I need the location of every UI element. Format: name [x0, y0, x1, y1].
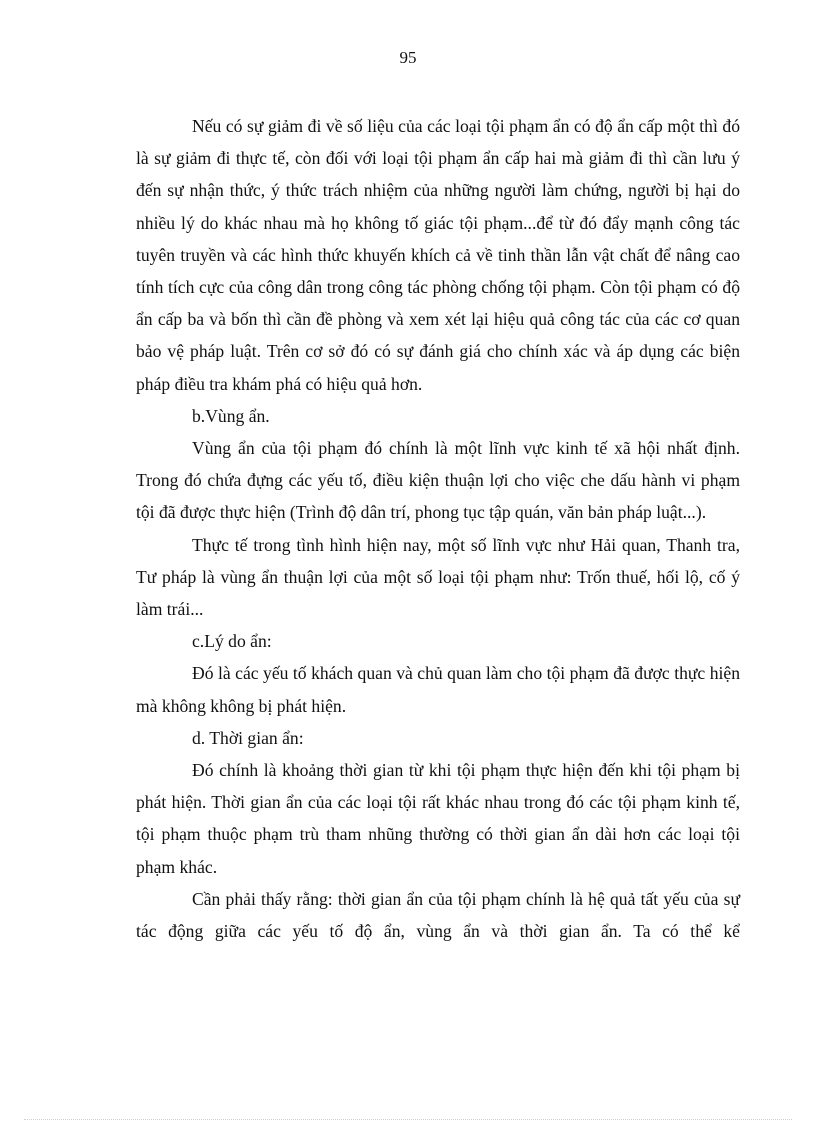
document-body: [136, 110, 740, 947]
page-bottom-divider: [24, 1119, 792, 1120]
heading-b-hidden-zone: b.Vùng ẩn.: [192, 405, 270, 426]
paragraph-hidden-time-definition: Đó chính là khoảng thời gian từ khi tội phạm thực hiện đến khi tội phạm bị phát hiện. Thời gian ẩn của các loại tội rất khác nhau trong đó các tội phạm kinh tế, tội phạm thuộc phạm trù tham nhũng thường có thời gian ẩn dài hơn các loại tội phạm khác.: [136, 760, 740, 877]
heading-d-hidden-time: d. Thời gian ẩn:: [192, 727, 304, 748]
paragraph-hidden-zone-reality: Thực tế trong tình hình hiện nay, một số lĩnh vực như Hải quan, Thanh tra, Tư pháp là vùng ẩn thuận lợi của một số loại tội phạm như: Trốn thuế, hối lộ, cố ý làm trái...: [136, 534, 740, 620]
paragraph-hidden-crime-levels: Nếu có sự giảm đi về số liệu của các loại tội phạm ẩn có độ ẩn cấp một thì đó là sự giảm đi thực tế, còn đối với loại tội phạm ẩn cấp hai mà giảm đi thì cần lưu ý đến sự nhận thức, ý thức trách nhiệm của những người làm chứng, người bị hại do nhiều lý do khác nhau mà họ không tố giác tội phạm...để từ đó đẩy mạnh công tác tuyên truyền và các hình thức khuyến khích cả về tinh thần lẫn vật chất để nâng cao tính tích cực của công dân trong công tác phòng chống tội phạm. Còn tội phạm có độ ẩn cấp ba và bốn thì cần đề phòng và xem xét lại hiệu quả công tác của các cơ quan bảo vệ pháp luật. Trên cơ sở đó có sự đánh giá cho chính xác và áp dụng các biện pháp điều tra khám phá có hiệu quả hơn.: [136, 116, 740, 394]
paragraph-hidden-time-consequence: Cần phải thấy rằng: thời gian ẩn của tội phạm chính là hệ quả tất yếu của sự tác động giữa các yếu tố độ ẩn, vùng ẩn và thời gian ẩn. Ta có thể kể: [136, 888, 740, 942]
page-number: 95: [399, 48, 417, 67]
heading-c-hidden-reason: c.Lý do ẩn:: [192, 631, 272, 652]
paragraph-hidden-zone-definition: Vùng ẩn của tội phạm đó chính là một lĩnh vực kinh tế xã hội nhất định. Trong đó chứa đựng các yếu tố, điều kiện thuận lợi cho việc che dấu hành vi phạm tội đã được thực hiện (Trình độ dân trí, phong tục tập quán, văn bản pháp luật...).: [136, 438, 740, 523]
paragraph-hidden-reason: Đó là các yếu tố khách quan và chủ quan làm cho tội phạm đã được thực hiện mà không không bị phát hiện.: [136, 663, 740, 716]
